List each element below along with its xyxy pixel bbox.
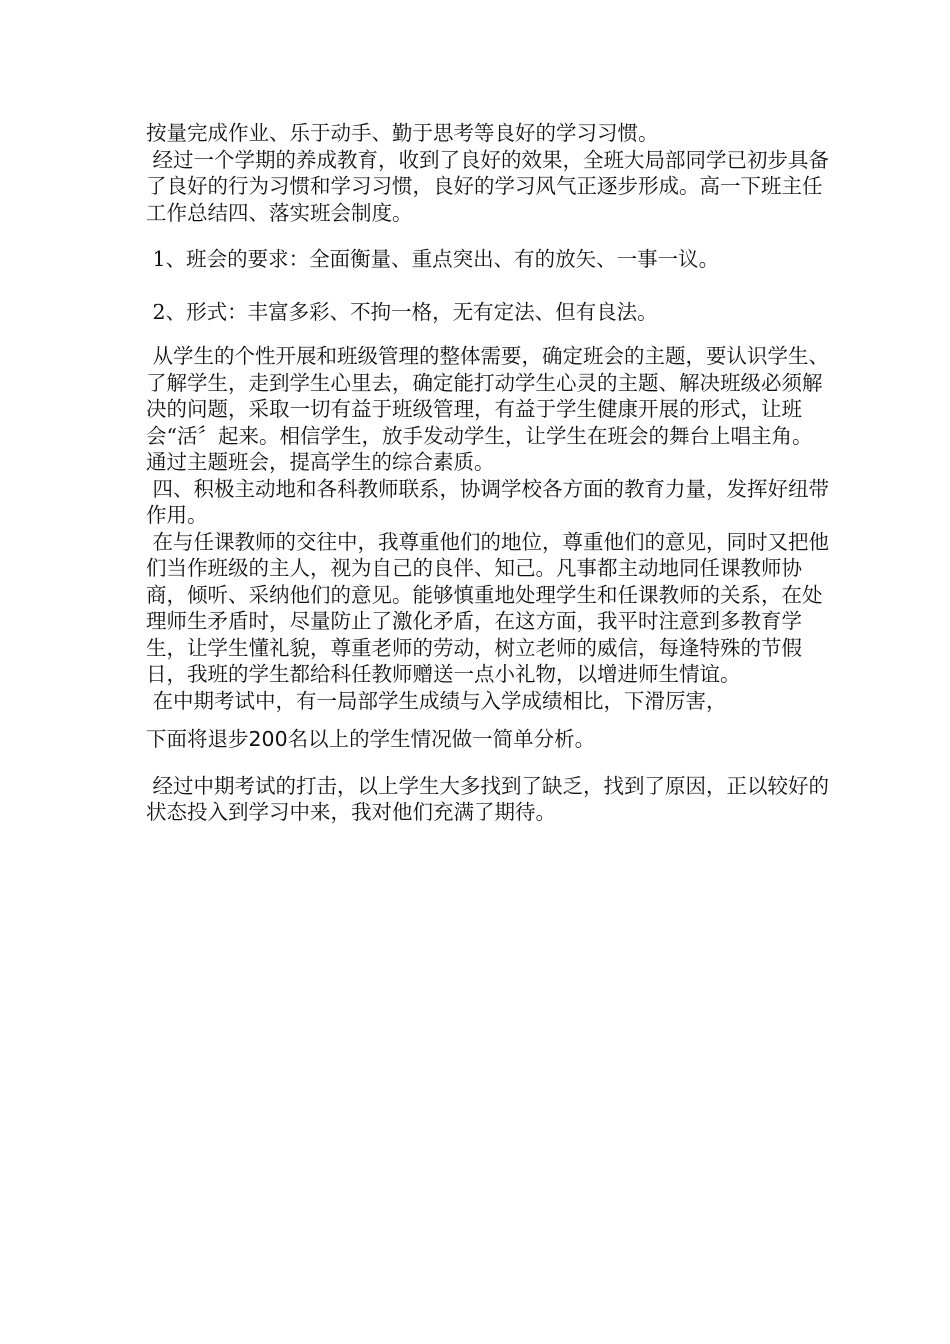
paragraph-conclusion: 经过中期考试的打击，以上学生大多找到了缺乏，找到了原因，正以较好的状态投入到学习中来，我对他们充满了期待。 bbox=[146, 773, 830, 824]
paragraph-analysis-intro: 下面将退步200名以上的学生情况做一简单分析。 bbox=[146, 727, 596, 751]
paragraph-meeting-format: 2、形式：丰富多彩、不拘一格，无有定法、但有良法。 bbox=[146, 299, 658, 324]
paragraph-midterm-exam: 在中期考试中，有一局部学生成绩与入学成绩相比，下滑厉害， bbox=[146, 688, 727, 713]
paragraph-teacher-relations: 在与任课教师的交往中，我尊重他们的地位，尊重他们的意见，同时又把他们当作班级的主人，视为自己的良伴、知己。凡事都主动地同任课教师协商，倾听、采纳他们的意见。能够慎重地处理学生和任课教师的关系，在处理师生矛盾时，尽量防止了激化矛盾，在这方面，我平时注意到多教育学生，让学生懂礼貌，尊重老师的劳动，树立老师的威信，每逢特殊的节假日，我班的学生都给科任教师赠送一点小礼物，以增进师生情谊。 bbox=[146, 529, 830, 686]
paragraph-semester-results: 经过一个学期的养成教育，收到了良好的效果，全班大局部同学已初步具备了良好的行为习惯和学习习惯，良好的学习风气正逐步形成。高一下班主任工作总结四、落实班会制度。 bbox=[146, 147, 830, 225]
paragraph-study-habits: 按量完成作业、乐于动手、勤于思考等良好的学习习惯。 bbox=[146, 121, 659, 145]
paragraph-meeting-theme: 从学生的个性开展和班级管理的整体需要，确定班会的主题，要认识学生、了解学生，走到学生心里去，确定能打动学生心灵的主题、解决班级必须解决的问题，采取一切有益于班级管理，有益于学生健康开展的形式，让班会“活〞起来。相信学生，放手发动学生，让学生在班会的舞台上唱主角。通过主题班会，提高学生的综合素质。 bbox=[146, 344, 830, 474]
paragraph-meeting-requirements: 1、班会的要求：全面衡量、重点突出、有的放矢、一事一议。 bbox=[146, 247, 720, 271]
document-body bbox=[146, 120, 831, 826]
paragraph-teacher-contact-heading: 四、积极主动地和各科教师联系，协调学校各方面的教育力量，发挥好纽带作用。 bbox=[146, 476, 830, 527]
